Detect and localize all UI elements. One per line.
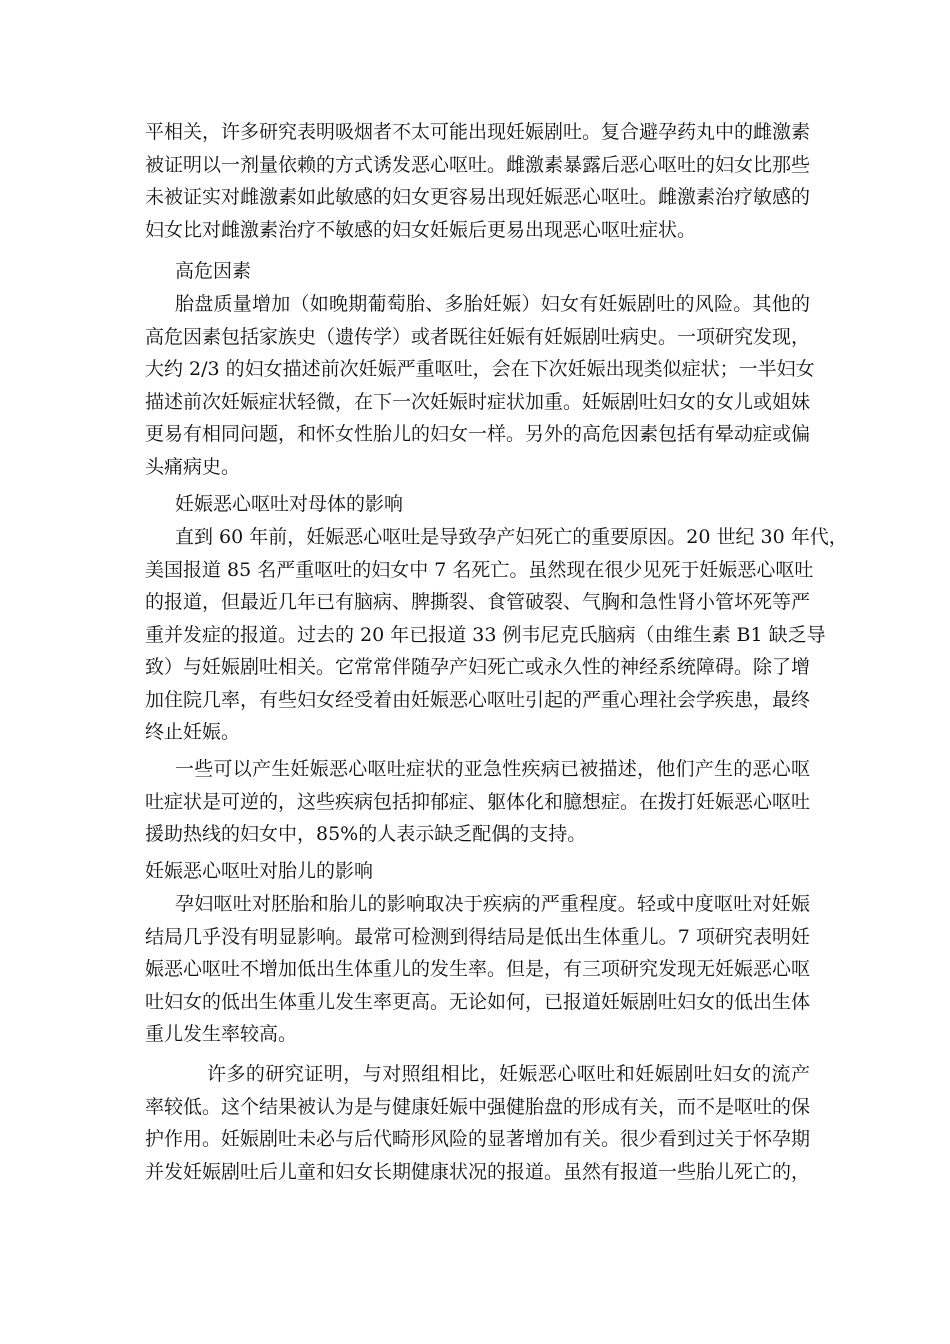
text-line: 致）与妊娠剧吐相关。它常常伴随孕产妇死亡或永久性的神经系统障碍。除了增 bbox=[145, 656, 811, 678]
paragraph bbox=[145, 521, 848, 749]
text-line: 加住院几率，有些妇女经受着由妊娠恶心呕吐引起的严重心理社会学疾患，最终 bbox=[145, 688, 811, 711]
text-line: 孕妇呕吐对胚胎和胎儿的影响取决于疾病的严重程度。轻或中度呕吐对妊娠 bbox=[175, 893, 810, 915]
text-line: 胎盘质量增加（如晚期葡萄胎、多胎妊娠）妇女有妊娠剧吐的风险。其他的 bbox=[175, 293, 810, 315]
section-heading bbox=[145, 488, 810, 521]
text-line: 被证明以一剂量依赖的方式诱发恶心呕吐。雌激素暴露后恶心呕吐的妇女比那些 bbox=[145, 153, 811, 176]
text-line: 吐症状是可逆的，这些疾病包括抑郁症、躯体化和臆想症。在拨打妊娠恶心呕吐 bbox=[145, 790, 811, 813]
text-line: 终止妊娠。 bbox=[145, 721, 241, 743]
text-line: 援助热线的妇女中，85%的人表示缺乏配偶的支持。 bbox=[145, 823, 587, 845]
text-line: 护作用。妊娠剧吐未必与后代畸形风险的显著增加有关。很少看到过关于怀孕期 bbox=[145, 1128, 811, 1150]
text-line: 头痛病史。 bbox=[145, 455, 241, 478]
section-heading bbox=[145, 855, 810, 888]
text-line: 重儿发生率较高。 bbox=[145, 1023, 298, 1045]
text-line: 未被证实对雌激素如此敏感的妇女更容易出现妊娠恶心呕吐。雌激素治疗敏感的 bbox=[145, 186, 811, 208]
text-line: 并发妊娠剧吐后儿童和妇女长期健康状况的报道。虽然有报道一些胎儿死亡的， bbox=[145, 1160, 811, 1183]
paragraph bbox=[145, 888, 810, 1051]
text-line: 重并发症的报道。过去的 20 年已报道 33 例韦尼克氏脑病（由维生素 B1 缺乏导 bbox=[145, 623, 826, 646]
text-line: 许多的研究证明，与对照组相比，妊娠恶心呕吐和妊娠剧吐妇女的流产 bbox=[207, 1063, 810, 1085]
paragraph bbox=[145, 116, 810, 246]
text-line: 高危因素包括家族史（遗传学）或者既往妊娠有妊娠剧吐病史。一项研究发现， bbox=[145, 325, 811, 348]
text-line: 吐妇女的低出生体重儿发生率更高。无论如何，已报道妊娠剧吐妇女的低出生体 bbox=[145, 990, 811, 1013]
paragraph bbox=[145, 288, 815, 483]
text-line: 妊娠恶心呕吐对胎儿的影响 bbox=[145, 860, 374, 882]
text-line: 美国报道 85 名严重呕吐的妇女中 7 名死亡。虽然现在很少见死于妊娠恶心呕吐 bbox=[145, 558, 814, 581]
text-line: 的报道，但最近几年已有脑病、脾撕裂、食管破裂、气胸和急性肾小管坏死等严 bbox=[145, 591, 811, 613]
paragraph bbox=[145, 1058, 810, 1188]
paragraph bbox=[145, 753, 810, 851]
text-line: 高危因素 bbox=[175, 260, 252, 282]
text-line: 平相关，许多研究表明吸烟者不太可能出现妊娠剧吐。复合避孕药丸中的雌激素 bbox=[145, 121, 811, 143]
text-line: 妊娠恶心呕吐对母体的影响 bbox=[175, 493, 404, 515]
text-line: 妇女比对雌激素治疗不敏感的妇女妊娠后更易出现恶心呕吐症状。 bbox=[145, 218, 697, 241]
text-line: 描述前次妊娠症状轻微，在下一次妊娠时症状加重。妊娠剧吐妇女的女儿或姐妹 bbox=[145, 390, 811, 413]
text-line: 直到 60 年前，妊娠恶心呕吐是导致孕产妇死亡的重要原因。20 世纪 30 年代， bbox=[175, 526, 848, 548]
text-line: 更易有相同问题，和怀女性胎儿的妇女一样。另外的高危因素包括有晕动症或偏 bbox=[145, 423, 811, 445]
text-line: 率较低。这个结果被认为是与健康妊娠中强健胎盘的形成有关，而不是呕吐的保 bbox=[145, 1095, 811, 1118]
text-line: 大约 2/3 的妇女描述前次妊娠严重呕吐，会在下次妊娠出现类似症状；一半妇女 bbox=[145, 358, 815, 380]
section-heading bbox=[145, 255, 810, 288]
text-line: 一些可以产生妊娠恶心呕吐症状的亚急性疾病已被描述，他们产生的恶心呕 bbox=[175, 758, 810, 780]
text-line: 结局几乎没有明显影响。最常可检测到得结局是低出生体重儿。7 项研究表明妊 bbox=[145, 925, 810, 948]
text-line: 娠恶心呕吐不增加低出生体重儿的发生率。但是，有三项研究发现无妊娠恶心呕 bbox=[145, 958, 811, 980]
